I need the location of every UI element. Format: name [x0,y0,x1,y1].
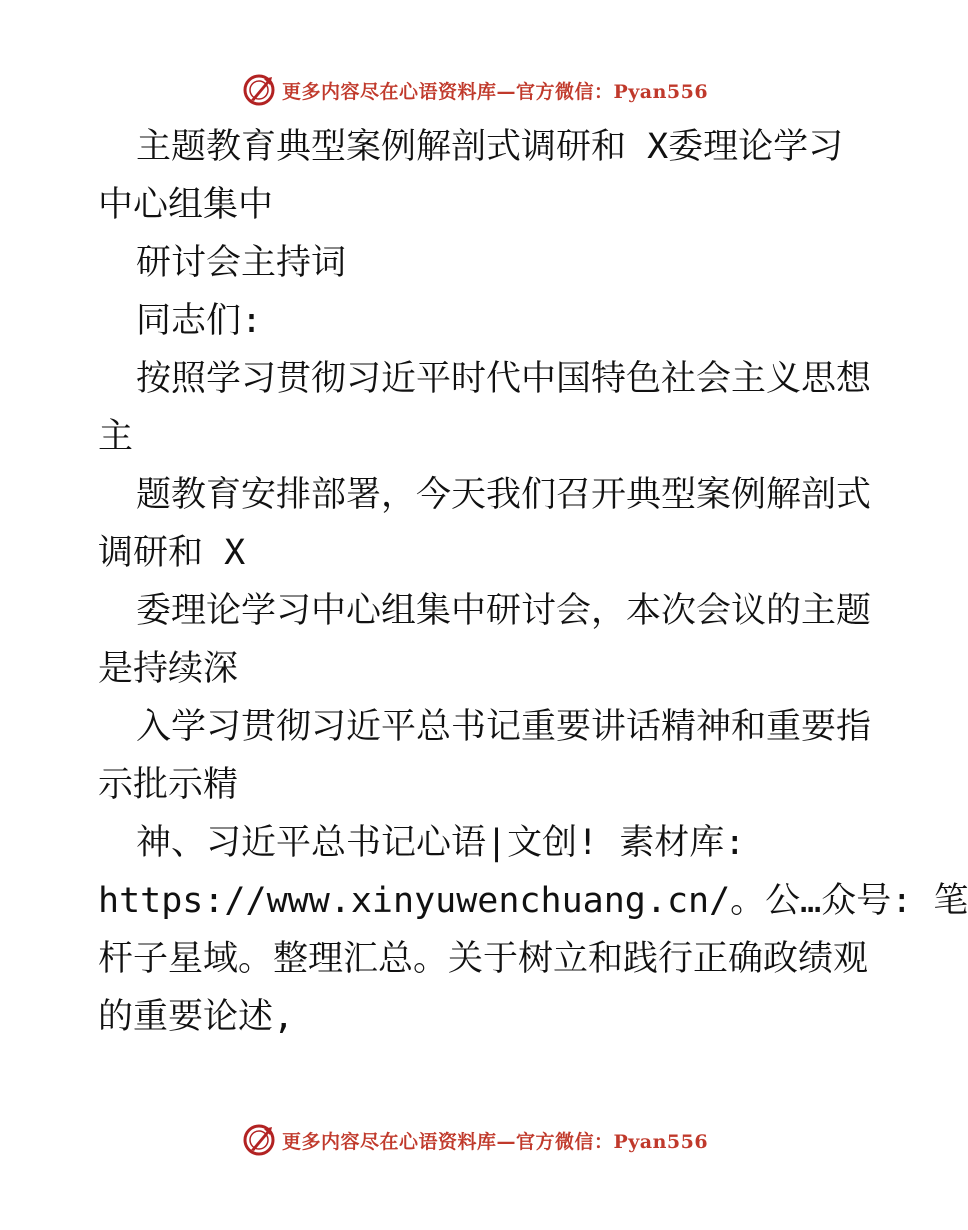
document-line: 题教育安排部署，今天我们召开典型案例解剖式 [136,475,872,515]
footer-banner-text: 更多内容尽在心语资料库—官方微信：Pyan556 [281,1130,709,1153]
document-line: 调研和 X [98,533,246,573]
document-line: 神、习近平总书记心语|文创! 素材库: [136,823,746,863]
document-line: 是持续深 [98,649,239,689]
document-line: 同志们: [136,301,263,341]
document-line: 杆子星域。整理汇总。关于树立和践行正确政绩观 [98,939,869,979]
document-line: 的重要论述, [98,997,295,1037]
document-line: 委理论学习中心组集中研讨会，本次会议的主题 [136,591,872,631]
document-line: 中心组集中 [98,185,274,225]
document-body [98,118,968,1046]
document-line: https://www.xinyuwenchuang.cn/。公…众号: 笔 [98,881,968,921]
document-line: 主 [98,417,134,457]
document-line: 按照学习贯彻习近平时代中国特色社会主义思想 [136,359,872,399]
red-quill-seal-icon [242,73,276,107]
footer-banner [0,1120,950,1160]
document-line: 入学习贯彻习近平总书记重要讲话精神和重要指 [136,707,872,747]
document-line: 示批示精 [98,765,239,805]
header-banner [0,70,950,110]
document-line: 主题教育典型案例解剖式调研和 X委理论学习 [136,127,844,167]
document-line: 研讨会主持词 [136,243,347,283]
red-quill-seal-icon [242,1123,276,1157]
header-banner-text: 更多内容尽在心语资料库—官方微信：Pyan556 [281,80,709,103]
